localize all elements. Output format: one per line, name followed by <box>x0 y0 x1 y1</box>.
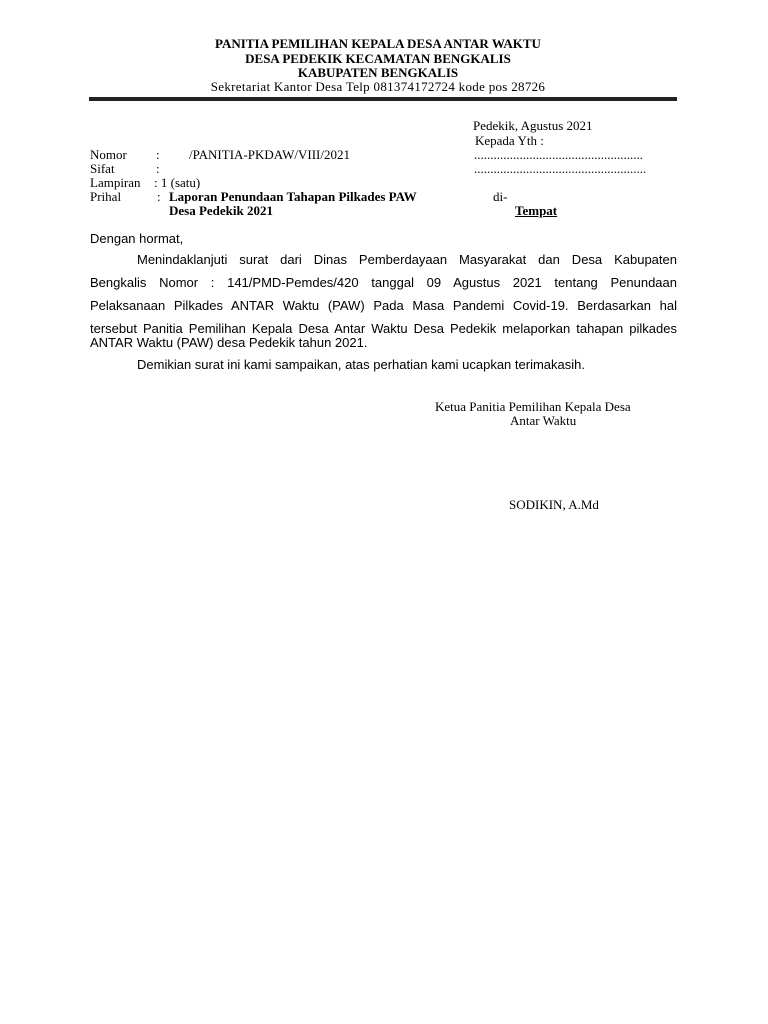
nomor-colon: : <box>156 147 160 162</box>
signature-title-line2: Antar Waktu <box>510 413 577 428</box>
recipient-dots-1: .................................................... <box>474 147 643 162</box>
recipient-di: di- <box>493 189 508 204</box>
signatory-name: SODIKIN, A.Md <box>509 497 599 512</box>
body-paragraph-line-1: Menindaklanjuti surat dari Dinas Pemberdayaan Masyarakat dan Desa Kabupaten <box>137 252 677 267</box>
recipient-place: Tempat <box>515 203 558 218</box>
nomor-label: Nomor <box>90 147 127 162</box>
letterhead-secretariat: Sekretariat Kantor Desa Telp 081374172724 kode pos 28726 <box>210 79 546 94</box>
closing-sentence: Demikian surat ini kami sampaikan, atas perhatian kami ucapkan terimakasih. <box>137 357 585 372</box>
date-line: Pedekik, Agustus 2021 <box>473 118 593 133</box>
body-paragraph-line-3: Pelaksanaan Pilkades ANTAR Waktu (PAW) Pada Masa Pandemi Covid-19. Berdasarkan hal <box>90 298 677 313</box>
letterhead-divider <box>89 97 677 101</box>
body-paragraph-line-2: Bengkalis Nomor : 141/PMD-Pemdes/420 tanggal 09 Agustus 2021 tentang Penundaan <box>90 275 677 290</box>
signature-title-line1: Ketua Panitia Pemilihan Kepala Desa <box>435 399 631 414</box>
recipient-label: Kepada Yth : <box>475 133 544 148</box>
greeting: Dengan hormat, <box>90 231 184 246</box>
letterhead-regency: KABUPATEN BENGKALIS <box>297 65 459 80</box>
sifat-label: Sifat <box>90 161 115 176</box>
sifat-colon: : <box>156 161 160 176</box>
recipient-dots-2: ..................................................... <box>474 161 647 176</box>
lampiran-label: Lampiran <box>90 175 141 190</box>
letterhead-title: PANITIA PEMILIHAN KEPALA DESA ANTAR WAKTU <box>215 36 541 51</box>
body-paragraph-line-5: ANTAR Waktu (PAW) desa Pedekik tahun 2021. <box>90 335 368 350</box>
body-paragraph-line-4: tersebut Panitia Pemilihan Kepala Desa Antar Waktu Desa Pedekik melaporkan tahapan pilkades <box>90 321 677 336</box>
prihal-subject-line2: Desa Pedekik 2021 <box>169 203 273 218</box>
lampiran-value: : 1 (satu) <box>154 175 201 190</box>
nomor-value: /PANITIA-PKDAW/VIII/2021 <box>189 147 350 162</box>
prihal-label: Prihal <box>90 189 122 204</box>
prihal-subject-line1: Laporan Penundaan Tahapan Pilkades PAW <box>169 189 417 204</box>
letterhead-village: DESA PEDEKIK KECAMATAN BENGKALIS <box>245 51 511 66</box>
prihal-colon: : <box>157 189 161 204</box>
